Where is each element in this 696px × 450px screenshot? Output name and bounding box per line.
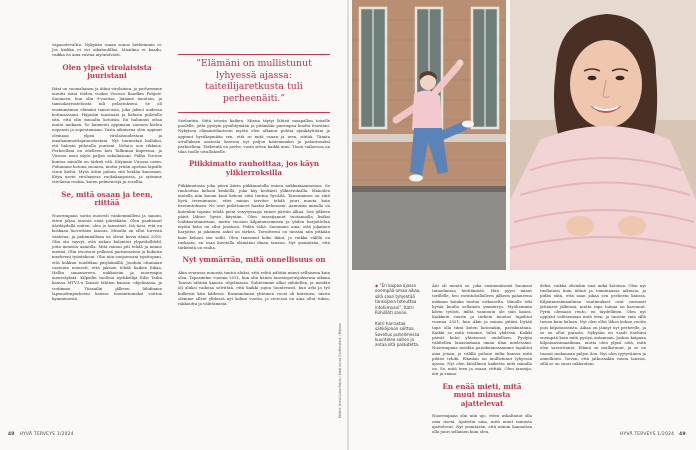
photo-credit <box>337 270 345 420</box>
dancer-street-illustration <box>352 0 506 270</box>
pull-quote: ”Elämäni on mullistunut lyhyessä ajassa: taiteilijaretkusta tuli perheenäiti.” <box>196 58 312 104</box>
right-col1-body2: Nuorempana olin niin ujo, etten uskaltanut olla oma itseni. Ajattelin aina, mitä muut minusta ajattelevat. Nyt ymmärrän, että minun kannattaa olla juuri sellainen kuin olen. <box>432 413 532 435</box>
left-column-2 <box>178 118 330 425</box>
caption-text: ”En kaipaa ajassa enempää omaa aikaa, sillä saan tyhjentää tanssijana toteuttaa intohimoani”, Katri Riihilähti sanoo. Katri harrastaa sähköjonon soittoa. Sovellus puhelimessa kuuntelee soiton ja antaa sitä palautetta. <box>375 283 421 348</box>
photo-dancer-street <box>352 0 506 270</box>
left-page <box>0 0 347 450</box>
left-col2-body1: Seelantiin. Siitä irtosin kaiken. Minun täytyi lähteä maapallon toiselle puolelle, jotta pystyin pysähtymään ja pitämään parempaa huolta itsestäni. Nykyisen elämäntilanteeni myötä olen alkanut pohtia ajankäyttöäni ja oppinut hyväksymään sen, että se mitä osaan ja teen, riittää. Tämän oivalluksen ansiosta kasvoin nyt paljon kauemmaksi ja palautuvaksi perheelleni. Tärkeintä on perhe, vasta sitten kaikki muu. Tässä vaiheessa on tilaa tuolle oivallukselle. <box>178 118 330 155</box>
left-column-1 <box>52 42 162 425</box>
right-col1-body: Äiti oli mentä se, joka ensimmäisenä huomasi tunnelmissa heittämistä. Hän pyysi minut torillelle, heo ravintoloillalleen jälkeen palaneena mukaan kuinka tuntuu erikoiselta. Minulle teki hyvää kuulla sellainen ymmärrys. Myöhemmin kävin tytösti, miltä vannonin ole niin kauas. Kaikkein suurin ja tärkein muutos tapahtui vuonna 2021, kun Akin ja minun pitäisi löytää tapa olla tiimi kuten kotonakin, pariskuntana. Kaikki se mitä teimme, tulisi yhdessä. Kaikki päivät kului yhteisessä uudelleen. Pystyin vähitellen lunastamaan oman tilan mielessäni. Nuorempana meidän pariskunnassamme tapahtui aina jotain, ja välillä puhuin äidin kanssa mitä pitäisi tehdä. Elämäni on mullistunut lyhyessä ajassa. Nyt olen kiitollinen kaikesta mitä minulla on. Se, mitä teen ja osaan, riittää. Olen tanssija, äiti ja vaimo. <box>432 283 532 377</box>
right-column-1 <box>432 283 532 435</box>
left-col1-body1: Itäni on suomalainen ja äitini virolainen, ja perheemme muutti isäni töiden vuoksi Virossa Baudkin Pohjois-Suomeen, kun olin 9-vuotias. Jäimme muutoin, ja tansiokarrusteluista tuli pelastukseni. Se oli ensimmäinen elämäni tanssi-asia, joka jaksoi uudessa kotimaassani. Häpeäin taustaani ja halusin piilotella sitä, että olin muualta kotoisin. En halunnut ottaa muita mukaan. Se kaimenti oppimaan suomen kielen nopeasti ja sopeutumaan. Vasta aikuisena olen oppinut olemaan ylpeä virolaisuudestani ja maahanmuuttajataustastani. Nyt tunnustan hulluksi, etä halusin piilotella juuriani. Neha'n oon rikkaus. Perheelläni on edelleen koti Tallinnan kupeessa, ja Virossa asuu myös paljon sukulaisiani. Pidän Virossa kuntoa minulla on tärkeä väli. Käymme Virossa usein. Puhumme kotona suomea, mutta yritän opettaa lapsille viron kieltä. Myös äitini puhuu sitä heidän kanssaan. Käyn usein virolaisissa ruokakaupoissa, ja syömme virolaisia ruokia, kuten pelmeneejä ja rosollia. <box>52 85 162 185</box>
caption-arrow-icon: ◆ <box>375 283 379 288</box>
photo-caption <box>375 283 425 348</box>
quote-rule-top <box>178 54 330 55</box>
left-col1-body2: Nuorempana soitin monesti vanhemmilleni ja sanoin, etten jaksa tanssia enää päiväkään. Olen paahtanut ääritäydellä eniten, olen jo tanssinut. Isä tiesi, että en koskaan luovuttaisi tanssia. Minulla on ollut hirveän vaativaa, ja pahimmillaan ne olivat kovia ääniä 2018. Olin oin vayvyt, että nukun kalenteri ylipatdelldeld, jotta menisin aamulla. Mitä minun piti tehdä ja minne mennä. Olin ewoisuut pelkissä paritanssissa ja hukutin murheeni työntekoon. Olin niin suojaessani tsjattopani, että hukkun tuuditkan pärjäämällä. Jouduin ottamaan vastuuta monesti, että jaksoin tehdä kaiken liikaa. Hallin sanamoreen, nukkuisiin ja nuorempia menestyksiä. Kilpailin tuolloin nyrkkeilijä Edis Tailin kanssa MTV3:n Tanssii tähtien kanssa -ohjelmassa, ja voitimme. Tiiasailin jälkeen lähdimme lapsuudenperheeni kanssa tuomattomaksi voittoa kymmenestä. <box>52 212 162 302</box>
heading-happiness: Nyt ymmärrän, mitä onnellisuus on <box>182 255 326 265</box>
portrait-illustration <box>510 0 696 270</box>
heading-others: En enää mieti, mitä muut minusta ajattelevat <box>442 381 522 408</box>
right-footer-title: HYVÄ TERVEYS 1/2024 <box>620 432 675 437</box>
right-column-2 <box>540 283 646 425</box>
left-footer <box>8 432 74 437</box>
right-page-number: 49 <box>679 432 686 437</box>
quote-rule-bottom <box>178 112 330 113</box>
left-col1-intro: vapaaotevaltta. Nykyään osaan sanoa herkemmin ei. Jos kiekka ei ovi aikataulillisi. Maailma ei kaadu, vaikka en aina vastaa myöntävästi. <box>52 42 162 58</box>
left-col2-body2: Piikkimatosta joka päivä kiirin piikkimatolla ennen nukkumaanmenoa. Se rauhoittaa kehoni keskellä, joka käy herkästi ylikierroksilla. Makoilen matolla niin kauan kuin kehoni siitä tuntuu hyvältä. Tanssiminen on siitä hyvä treenimuoto, ettei minun tarvitse tehdä juuri muuta kuin itsetuntokseni. Ne ovat piilottuneet haaksi kehossani. Aamuisin minulla on kutenkin tapana tehdä pieni venytyssarja ennen päivän alkua. Sen jälkeen päivä lähtee hyvin käyntiin. Olen tanssijannut tuotannolla lisäksi loukkaantumistani, mutta vuosien kilpatanssimisen ja yhden harjoittelun myötä keho on ollut joustava. Pidän väliä. Sanomme aina, että jokainen harjoitus ja jokainen askel on tärkeä. Tavoitteeni on tanssia niin pitkään kuin kehoni sen sallii. Olen tanssinut koko ikäni, ja vaikka välillä on raskasta, en osaa kuvitella elämääni ilman tanssia. Nyt ymmärrän, että tärkeintä on rauha. <box>178 182 330 251</box>
heading-roots: Olen ylpeä virolaisista juuristani <box>62 62 152 81</box>
left-page-number: 48 <box>8 432 15 437</box>
left-footer-title: HYVÄ TERVEYS 1/2024 <box>19 432 74 437</box>
right-footer <box>620 432 686 437</box>
heading-spike-mat: Piikkimatto rauhoittaa, jos käyn ylikierroksilla <box>188 159 320 178</box>
right-col2-body: deksi, vaikka olisinkin sinä mikä kotoisin. Olen nyt tuollainen kuin äitinä ja toiminnassa aikuisia, ja pidän siitä, että saan jakaa sen perheeni kanssa. Kilpatanssimaailman vaatimukset ovat varmasti jättäneet jälkensä, mutta tapa toimia on kasvanut. Pyrin olemaan rento, en täydellinen. Olen nyt oppinut valitsemaan mitä teen, ja tanssin vain sillä tavoin kuin haluan. Nyt olen ollut lähes kolme vuotta pois kilpatanssista. Aikaa on jäänyt nyt perheelle, ja se on ollut parasta. Nykyään en vaadi itseltäni enempää kuin mitä pystyn antamaan. Joskus kaipaan kilpatanssimaailmaa, mutta olen ylpeä siitä, mitä olen saavuttanut. Elämä on mullistunut, ja se on tuonut mukanaan paljon iloa. Nyt olen tyytyväinen ja onnellinen. Toivon, että jatkossakin voisin tanssia, sillä se on suuri rakkauteni. <box>540 283 646 367</box>
heading-enough: Se, mitä osaan ja teen, riittää <box>61 189 153 208</box>
photo-credit-text: Meikki: Jenna Luisa Pajula / Keiot kuvat Shutterstock / Mainos <box>338 323 342 418</box>
photo-portrait <box>510 0 696 270</box>
left-col2-body3: Akin seurassa minusta tuntui aluksi, että rehtä nähtiin minut sellaisena kuin olen. Tapasimme vuonna 2021, kun olin hänen tanssiopetusjaksonsa aikana Tanssii tähtien kanssa -ohjelmassa. Suhteemme alkoi vähitellen, ja meidän oli aluksi vaikeaa selvittää, että kaikki sujuu luontevasti, kun arki ja työ kulkevat käsi kädessä. Ensimmäinen yhteinen vuosi oli kiireinen, mutta olemme olleet yhdessä nyt kolme vuotta, ja vieressä on aina ollut tukea, rakkautta ja välittämistä. <box>178 269 330 307</box>
